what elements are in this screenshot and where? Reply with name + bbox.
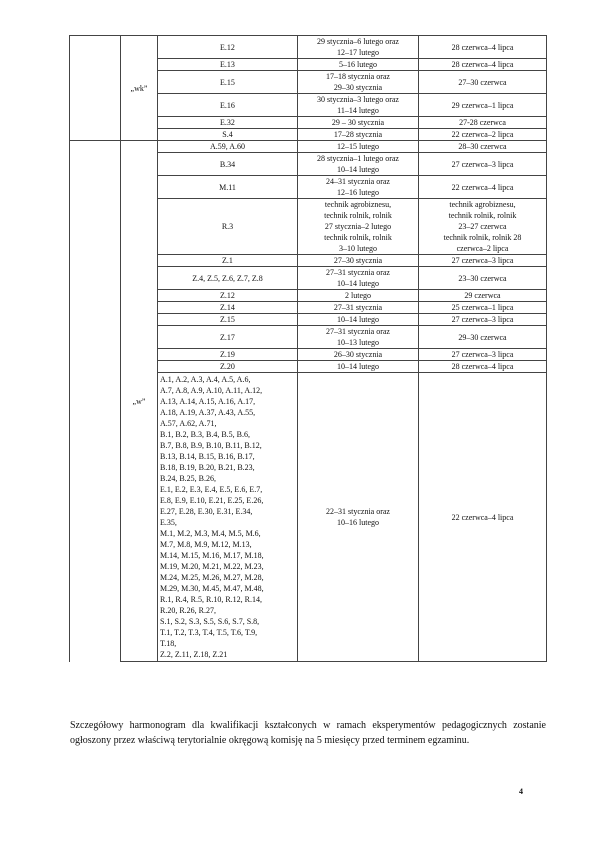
qualification-code-cell: Z.1 (158, 255, 298, 267)
cell-line: 10–14 lutego (337, 315, 379, 324)
cell-line: 27–30 czerwca (458, 77, 507, 87)
qualification-code-cell: A.59, A.60 (158, 141, 298, 153)
cell-line: 17–28 stycznia (333, 130, 383, 139)
cell-line: technik rolnik, rolnik 28 (443, 233, 522, 242)
cell-line: 5–16 lutego (339, 60, 377, 69)
cell-line: 10–14 lutego (337, 279, 379, 288)
written-exam-date-cell (298, 176, 419, 199)
qualification-code-cell: E.32 (158, 117, 298, 129)
practical-exam-date-cell (419, 326, 547, 349)
cell-line: M.7, M.8, M.9, M.12, M.13, (160, 540, 252, 549)
written-exam-date-cell (298, 349, 419, 361)
cell-line: E.1, E.2, E.3, E.4, E.5, E.6, E.7, (160, 485, 263, 494)
cell-line: 29–30 czerwca (458, 332, 507, 342)
cell-line: E.35, (160, 518, 177, 527)
written-exam-date-cell (298, 255, 419, 267)
written-exam-date-cell (298, 373, 419, 662)
cell-line: 30 stycznia–3 lutego oraz (317, 95, 399, 104)
cell-line: 10–13 lutego (337, 338, 379, 347)
cell-line: 12–17 lutego (337, 48, 379, 57)
practical-exam-date-cell (419, 94, 547, 117)
cell-line: B.7, B.8, B.9, B.10, B.11, B.12, (160, 441, 262, 450)
cell-line: Z.2, Z.11, Z.18, Z.21 (160, 650, 228, 659)
cell-line: 17–18 stycznia oraz (326, 72, 390, 81)
practical-exam-date-cell (419, 153, 547, 176)
practical-exam-date-cell (419, 314, 547, 326)
cell-line: 27–31 stycznia (333, 303, 383, 312)
cell-line: 22–31 stycznia oraz (326, 507, 390, 516)
qualification-code-cell: E.15 (158, 71, 298, 94)
cell-line: technik rolnik, rolnik (448, 211, 517, 220)
practical-exam-date-cell (419, 36, 547, 59)
blank-column-cell (70, 141, 121, 662)
cell-line: 29 czerwca–1 lipca (451, 100, 514, 110)
cell-line: 22 czerwca–4 lipca (451, 182, 514, 192)
cell-line: E.8, E.9, E.10, E.21, E.25, E.26, (160, 496, 264, 505)
practical-exam-date-cell (419, 71, 547, 94)
cell-line: M.19, M.20, M.21, M.22, M.23, (160, 562, 264, 571)
cell-line: technik rolnik, rolnik (324, 233, 392, 242)
practical-exam-date-cell (419, 361, 547, 373)
practical-exam-date-cell (419, 349, 547, 361)
written-exam-date-cell (298, 153, 419, 176)
practical-exam-date-cell (419, 373, 547, 662)
qualification-code-cell: Z.4, Z.5, Z.6, Z.7, Z.8 (158, 267, 298, 290)
table-row (70, 141, 547, 153)
cell-line: 27–30 stycznia (333, 256, 383, 265)
cell-line: 29 stycznia–6 lutego oraz (317, 37, 399, 46)
qualification-code-cell: R.3 (158, 199, 298, 255)
practical-exam-date-cell (419, 117, 547, 129)
practical-exam-date-cell (419, 302, 547, 314)
practical-exam-date-cell (419, 176, 547, 199)
cell-line: A.7, A.8, A.9, A.10, A.11, A.12, (160, 386, 263, 395)
cell-line: M.1, M.2, M.3, M.4, M.5, M.6, (160, 529, 261, 538)
qualification-code-cell: M.11 (158, 176, 298, 199)
exam-group-label: „w” (121, 141, 158, 662)
qualification-code-cell: Z.15 (158, 314, 298, 326)
blank-column-cell (70, 36, 121, 141)
cell-line: 27–31 stycznia oraz (326, 268, 390, 277)
cell-line: T.18, (160, 639, 177, 648)
practical-exam-date-cell (419, 59, 547, 71)
exam-group-label: „wk” (121, 36, 158, 141)
cell-line: czerwca–2 lipca (456, 244, 509, 253)
qualification-code-cell: Z.14 (158, 302, 298, 314)
qualification-code-cell: E.16 (158, 94, 298, 117)
written-exam-date-cell (298, 326, 419, 349)
qualification-code-cell (158, 373, 298, 662)
written-exam-date-cell (298, 267, 419, 290)
practical-exam-date-cell (419, 255, 547, 267)
cell-line: R.1, R.4, R.5, R.10, R.12, R.14, (160, 595, 263, 604)
cell-line: B.13, B.14, B.15, B.16, B.17, (160, 452, 255, 461)
cell-line: M.14, M.15, M.16, M.17, M.18, (160, 551, 264, 560)
cell-line: 23–27 czerwca (458, 222, 507, 231)
cell-line: technik agrobiznesu, (449, 200, 516, 209)
written-exam-date-cell (298, 141, 419, 153)
cell-line: B.1, B.2, B.3, B.4, B.5, B.6, (160, 430, 251, 439)
qualification-code-cell: E.13 (158, 59, 298, 71)
cell-line: A.1, A.2, A.3, A.4, A.5, A.6, (160, 375, 251, 384)
cell-line: 27–31 stycznia oraz (326, 327, 390, 336)
written-exam-date-cell (298, 36, 419, 59)
cell-line: 27 czerwca–3 lipca (451, 256, 514, 265)
written-exam-date-cell (298, 314, 419, 326)
cell-line: 10–16 lutego (337, 518, 379, 527)
written-exam-date-cell (298, 94, 419, 117)
written-exam-date-cell (298, 199, 419, 255)
table-row (70, 36, 547, 59)
written-exam-date-cell (298, 290, 419, 302)
cell-line: 11–14 lutego (337, 106, 379, 115)
written-exam-date-cell (298, 117, 419, 129)
cell-line: 29–30 stycznia (333, 83, 383, 92)
cell-line: 28 czerwca–4 lipca (451, 42, 514, 52)
cell-line: E.27, E.28, E.30, E.31, E.34, (160, 507, 253, 516)
cell-line: 27-28 czerwca (459, 118, 506, 127)
cell-line: technik agrobiznesu, (324, 200, 392, 209)
cell-line: 12–15 lutego (337, 142, 379, 151)
qualification-code-cell: Z.17 (158, 326, 298, 349)
cell-line: 22 czerwca–2 lipca (451, 130, 514, 139)
cell-line: M.24, M.25, M.26, M.27, M.28, (160, 573, 264, 582)
schedule-table (69, 35, 547, 662)
cell-line: 27 stycznia–2 lutego (324, 222, 392, 231)
schedule-table-body (70, 36, 547, 662)
cell-line: 28–30 czerwca (458, 142, 507, 151)
cell-line: technik rolnik, rolnik (324, 211, 392, 220)
qualification-code-cell: S.4 (158, 129, 298, 141)
cell-line: B.24, B.25, B.26, (160, 474, 217, 483)
written-exam-date-cell (298, 71, 419, 94)
cell-line: 28 czerwca–4 lipca (451, 60, 514, 69)
qualification-code-cell: Z.19 (158, 349, 298, 361)
qualification-code-cell: Z.12 (158, 290, 298, 302)
written-exam-date-cell (298, 302, 419, 314)
written-exam-date-cell (298, 59, 419, 71)
cell-line: A.18, A.19, A.37, A.43, A.55, (160, 408, 256, 417)
cell-line: 28 stycznia–1 lutego oraz (317, 154, 399, 163)
qualification-code-cell: B.34 (158, 153, 298, 176)
cell-line: 27 czerwca–3 lipca (451, 350, 514, 359)
cell-line: 3–10 lutego (339, 244, 377, 253)
cell-line: B.18, B.19, B.20, B.21, B.23, (160, 463, 255, 472)
cell-line: 29 – 30 stycznia (331, 118, 385, 127)
cell-line: R.20, R.26, R.27, (160, 606, 217, 615)
cell-line: 24–31 stycznia oraz (326, 177, 390, 186)
practical-exam-date-cell (419, 199, 547, 255)
cell-line: 10–14 lutego (337, 362, 379, 371)
cell-line: 29 czerwca (464, 291, 501, 300)
cell-line: 28 czerwca–4 lipca (451, 362, 514, 371)
cell-line: 2 lutego (345, 291, 371, 300)
practical-exam-date-cell (419, 267, 547, 290)
cell-line: 26–30 stycznia (333, 350, 383, 359)
qualification-code-cell: Z.20 (158, 361, 298, 373)
practical-exam-date-cell (419, 129, 547, 141)
cell-line: 27 czerwca–3 lipca (451, 315, 514, 324)
cell-line: 22 czerwca–4 lipca (451, 512, 514, 522)
written-exam-date-cell (298, 361, 419, 373)
page-number: 4 (519, 787, 523, 796)
footnote-text: Szczegółowy harmonogram dla kwalifikacji kształconych w ramach eksperymentów pedagogicznych zostanie ogłoszony przez właściwą terytorialnie okręgową komisję na 5 miesięcy przed terminem egzaminu. (70, 720, 546, 746)
qualification-code-cell: E.12 (158, 36, 298, 59)
practical-exam-date-cell (419, 290, 547, 302)
cell-line: 23–30 czerwca (458, 273, 507, 283)
cell-line: 12–16 lutego (337, 188, 379, 197)
cell-line: 27 czerwca–3 lipca (451, 159, 514, 169)
cell-line: A.57, A.62, A.71, (160, 419, 217, 428)
written-exam-date-cell (298, 129, 419, 141)
cell-line: S.1, S.2, S.3, S.5, S.6, S.7, S.8, (160, 617, 260, 626)
practical-exam-date-cell (419, 141, 547, 153)
cell-line: A.13, A.14, A.15, A.16, A.17, (160, 397, 256, 406)
cell-line: 25 czerwca–1 lipca (451, 303, 514, 312)
cell-line: T.1, T.2, T.3, T.4, T.5, T.6, T.9, (160, 628, 258, 637)
cell-line: 10–14 lutego (337, 165, 379, 174)
cell-line: M.29, M.30, M.45, M.47, M.48, (160, 584, 264, 593)
